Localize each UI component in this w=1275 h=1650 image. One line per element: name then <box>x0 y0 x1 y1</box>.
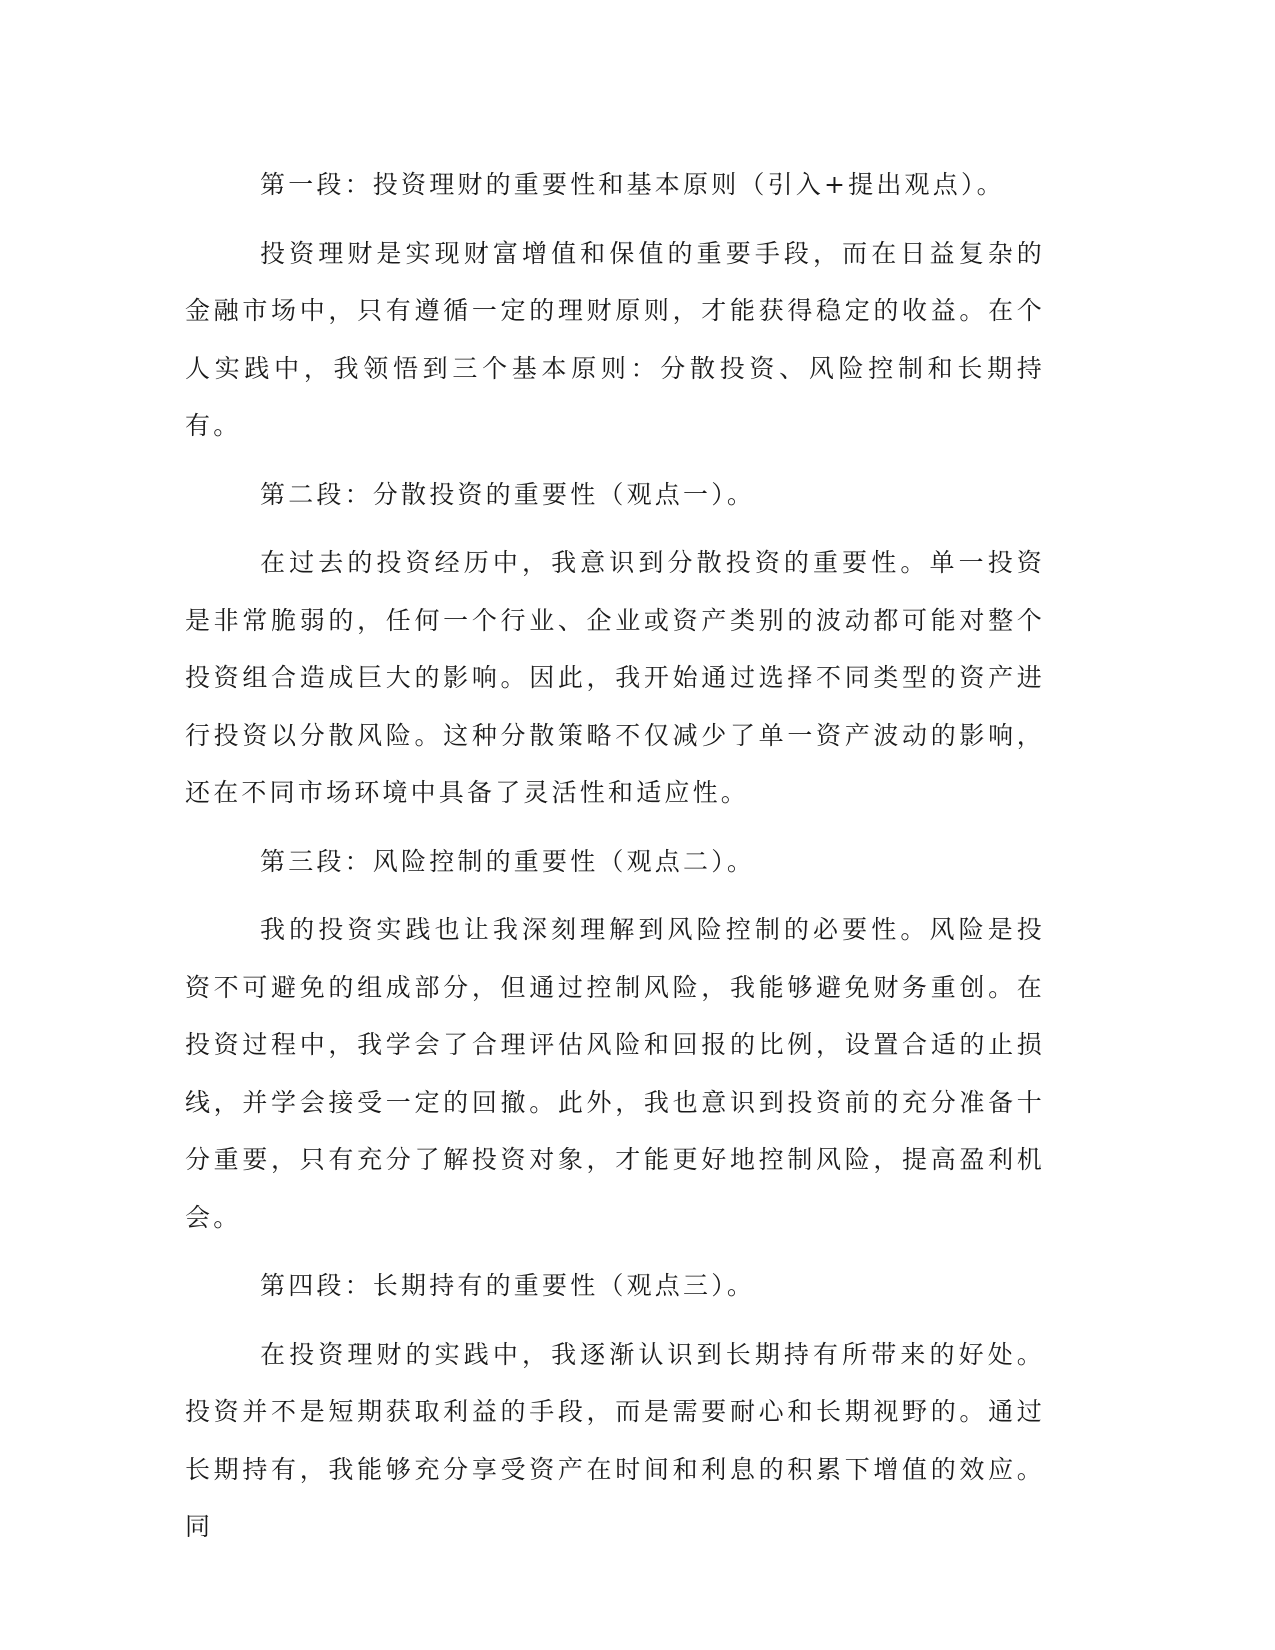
section-paragraph-3: 我的投资实践也让我深刻理解到风险控制的必要性。风险是投资不可避免的组成部分，但通过控制风险，我能够避免财务重创。在投资过程中，我学会了合理评估风险和回报的比例，设置合适的止损线，并学会接受一定的回撤。此外，我也意识到投资前的充分准备十分重要，只有充分了解投资对象，才能更好地控制风险，提高盈利机会。 <box>185 915 1045 1232</box>
section-heading-4: 第四段：长期持有的重要性（观点三）。 <box>260 1271 756 1300</box>
section-paragraph-2: 在过去的投资经历中，我意识到分散投资的重要性。单一投资是非常脆弱的，任何一个行业、企业或资产类别的波动都可能对整个投资组合造成巨大的影响。因此，我开始通过选择不同类型的资产进行投资以分散风险。这种分散策略不仅减少了单一资产波动的影响，还在不同市场环境中具备了灵活性和适应性。 <box>185 548 1045 807</box>
section-paragraph-4: 在投资理财的实践中，我逐渐认识到长期持有所带来的好处。投资并不是短期获取利益的手段，而是需要耐心和长期视野的。通过长期持有，我能够充分享受资产在时间和利息的积累下增值的效应。同 <box>185 1339 1045 1541</box>
section-heading-2: 第二段：分散投资的重要性（观点一）。 <box>260 479 756 509</box>
section-heading-3: 第三段：风险控制的重要性（观点二）。 <box>260 846 756 876</box>
document-body <box>185 156 1045 1567</box>
section-heading-1: 第一段：投资理财的重要性和基本原则（引入+提出观点）。 <box>260 170 1005 199</box>
section-paragraph-1: 投资理财是实现财富增值和保值的重要手段，而在日益复杂的金融市场中，只有遵循一定的理财原则，才能获得稳定的收益。在个人实践中，我领悟到三个基本原则：分散投资、风险控制和长期持有。 <box>185 238 1045 440</box>
